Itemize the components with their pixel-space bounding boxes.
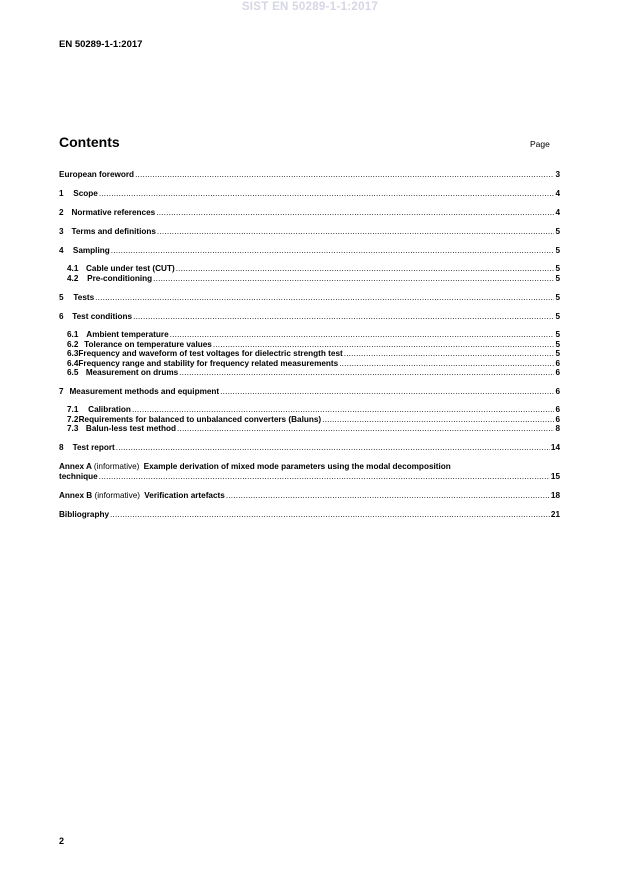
dot-leader <box>220 387 554 397</box>
toc-entry-page: 18 <box>550 490 560 500</box>
toc-entry-title: Test conditions <box>72 311 133 321</box>
toc-entry-test-conditions[interactable] <box>59 312 560 322</box>
toc-entry-title: Scope <box>73 189 98 198</box>
dot-leader <box>213 340 555 350</box>
toc-entry-number: 7.2 <box>67 414 79 424</box>
toc-entry-title: Tolerance on temperature values <box>84 339 212 349</box>
toc-entry-european-foreword[interactable] <box>59 170 560 180</box>
toc-entry-number: 5 <box>59 292 64 302</box>
toc-entry-page: 15 <box>550 471 560 481</box>
toc-entry-title: Requirements for balanced to unbalanced converters (Baluns) <box>78 414 322 424</box>
toc-entry-title: Measurement methods and equipment <box>69 386 220 396</box>
toc-entry-number: 6 <box>59 311 64 321</box>
toc-entry-title: Cable under test (CUT) <box>85 264 175 273</box>
dot-leader <box>95 293 554 303</box>
toc-entry-number: 3 <box>59 227 64 236</box>
dot-leader <box>339 359 554 369</box>
dot-leader <box>133 312 554 322</box>
toc-entry-page: 5 <box>555 292 560 302</box>
toc-entry-frequency-waveform[interactable] <box>59 349 560 359</box>
toc-entry-page: 3 <box>555 170 560 179</box>
dot-leader <box>156 208 554 218</box>
toc-entry-number: 4.2 <box>67 274 79 283</box>
dot-leader <box>226 491 550 501</box>
dot-leader <box>179 368 554 378</box>
toc-entry-number: 6.2 <box>67 339 79 349</box>
toc-entry-page: 21 <box>550 509 560 519</box>
toc-entry-bibliography[interactable] <box>59 510 560 520</box>
dot-leader <box>177 424 554 434</box>
toc-entry-title: Measurement on drums <box>85 368 179 377</box>
toc-entry-frequency-range[interactable] <box>59 359 560 369</box>
toc-entry-page: 6 <box>555 386 560 396</box>
toc-entry-page: 8 <box>555 424 560 433</box>
toc-entry-test-report[interactable] <box>59 443 560 453</box>
dot-leader <box>176 264 555 274</box>
toc-entry-scope[interactable] <box>59 189 560 199</box>
toc-entry-balun-requirements[interactable] <box>59 415 560 425</box>
dot-leader <box>99 189 555 199</box>
annex-title-continued: technique <box>59 471 98 481</box>
toc-entry-title: European foreword <box>59 170 135 179</box>
toc-entry-page: 6 <box>555 414 560 424</box>
toc-entry-title: Pre-conditioning <box>87 274 153 283</box>
toc-entry-page: 14 <box>550 442 560 452</box>
toc-entry-annex-a[interactable] <box>59 462 560 482</box>
toc-entry-page: 5 <box>555 329 560 339</box>
toc-entry-number: 6.3 <box>67 349 79 358</box>
footer-page-number: 2 <box>59 836 65 846</box>
toc-entry-page: 5 <box>555 339 560 349</box>
annex-title: Example derivation of mixed mode parameters using the modal decomposition <box>143 461 451 471</box>
dot-leader <box>153 274 554 284</box>
toc-entry-number: 6.4 <box>67 358 79 368</box>
toc-entry-page: 5 <box>555 227 560 236</box>
toc-entry-page: 6 <box>555 358 560 368</box>
toc-entry-page: 5 <box>555 349 560 358</box>
toc-entry-sampling[interactable] <box>59 246 560 256</box>
toc-entry-measurement-methods[interactable] <box>59 387 560 397</box>
toc-entry-page: 5 <box>555 274 560 283</box>
dot-leader <box>110 510 550 520</box>
annex-label: Annex B <box>59 490 93 500</box>
toc-entry-title: Sampling <box>72 246 110 255</box>
toc-entry-number: 4.1 <box>67 264 79 273</box>
toc-entry-pre-conditioning[interactable] <box>59 274 560 284</box>
toc-entry-title: Tests <box>73 292 95 302</box>
toc-entry-normative-references[interactable] <box>59 208 560 218</box>
toc-entry-annex-b[interactable] <box>59 491 560 501</box>
table-of-contents <box>59 164 560 520</box>
toc-entry-page: 4 <box>555 189 560 198</box>
toc-entry-title: Terms and definitions <box>71 227 156 236</box>
toc-entry-number: 6.1 <box>67 329 79 339</box>
toc-entry-number: 4 <box>59 246 64 255</box>
toc-entry-title: Balun-less test method <box>85 424 177 433</box>
dot-leader <box>170 330 555 340</box>
toc-entry-number: 7 <box>59 386 64 396</box>
dot-leader <box>344 349 555 359</box>
dot-leader <box>132 405 555 415</box>
annex-type: (informative) <box>93 461 140 471</box>
toc-entry-cable-under-test[interactable] <box>59 264 560 274</box>
contents-heading: Contents <box>59 134 120 150</box>
toc-entry-title: Frequency range and stability for frequency related measurements <box>78 358 339 368</box>
annex-type: (informative) <box>94 490 140 500</box>
toc-entry-page: 4 <box>555 208 560 217</box>
toc-entry-title: Calibration <box>88 404 131 414</box>
toc-entry-tolerance-temperature[interactable] <box>59 340 560 350</box>
dot-leader <box>99 472 550 482</box>
toc-entry-page: 5 <box>555 311 560 321</box>
annex-label: Annex A <box>59 461 92 471</box>
document-id: EN 50289-1-1:2017 <box>59 39 143 50</box>
toc-entry-title: Normative references <box>71 208 156 217</box>
toc-entry-balun-less[interactable] <box>59 424 560 434</box>
toc-entry-title: Ambient temperature <box>86 329 169 339</box>
toc-entry-number: 8 <box>59 442 64 452</box>
dot-leader <box>322 415 554 425</box>
toc-entry-page: 6 <box>555 368 560 377</box>
toc-entry-page: 5 <box>555 246 560 255</box>
toc-entry-number: 1 <box>59 189 64 198</box>
toc-entry-number: 2 <box>59 208 64 217</box>
toc-entry-terms-definitions[interactable] <box>59 227 560 237</box>
annex-title: Verification artefacts <box>144 490 225 500</box>
toc-entry-number: 7.3 <box>67 424 79 433</box>
toc-entry-ambient-temperature[interactable] <box>59 330 560 340</box>
toc-entry-page: 6 <box>555 404 560 414</box>
dot-leader <box>135 170 554 180</box>
toc-entry-number: 7.1 <box>67 404 79 414</box>
toc-entry-measurement-drums[interactable] <box>59 368 560 378</box>
dot-leader <box>157 227 555 237</box>
dot-leader <box>116 443 550 453</box>
toc-entry-title: Bibliography <box>59 509 110 519</box>
toc-entry-title: Frequency and waveform of test voltages for dielectric strength test <box>78 349 343 358</box>
toc-entry-title: Test report <box>72 442 115 452</box>
dot-leader <box>111 246 555 256</box>
page-column-label: Page <box>530 139 550 149</box>
watermark: SIST EN 50289-1-1:2017 <box>241 1 379 13</box>
toc-entry-number: 6.5 <box>67 368 79 377</box>
toc-entry-calibration[interactable] <box>59 405 560 415</box>
toc-entry-tests[interactable] <box>59 293 560 303</box>
toc-entry-page: 5 <box>555 264 560 273</box>
